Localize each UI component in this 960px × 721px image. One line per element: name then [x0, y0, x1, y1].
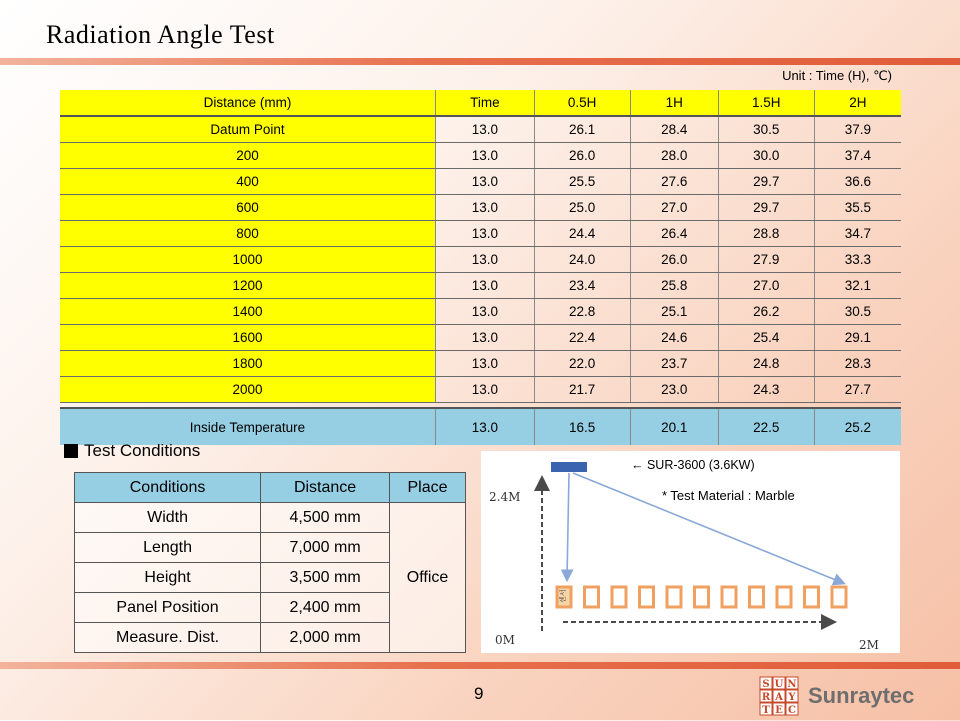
condition-row: [75, 503, 466, 533]
table-row-cell: 1600: [60, 325, 435, 351]
table-header-row-cell: 2H: [814, 90, 901, 116]
page-title: Radiation Angle Test: [46, 20, 275, 49]
marble-tile: [722, 587, 736, 607]
table-row-cell: 23.7: [630, 351, 718, 377]
table-row-cell: 26.0: [534, 143, 630, 169]
table-row-cell: 600: [60, 195, 435, 221]
condition-name: Width: [75, 503, 261, 533]
logo-letter: T: [762, 705, 770, 716]
table-row-cell: 800: [60, 221, 435, 247]
table-row-cell: 1000: [60, 247, 435, 273]
table-row-cell: 13.0: [435, 247, 534, 273]
logo-letter: E: [775, 705, 783, 716]
square-bullet-icon: [64, 444, 78, 458]
table-row-cell: 24.6: [630, 325, 718, 351]
condition-value: 2,000 mm: [261, 623, 390, 653]
test-conditions-heading: [64, 441, 200, 461]
material-label: * Test Material : Marble: [662, 488, 795, 503]
table-header-row-cell: Time: [435, 90, 534, 116]
table-row-cell: 22.8: [534, 299, 630, 325]
table-row-cell: 1200: [60, 273, 435, 299]
table-row: [60, 143, 901, 169]
table-row-cell: 25.0: [534, 195, 630, 221]
table-row-cell: 400: [60, 169, 435, 195]
sunraytec-logo: [758, 676, 928, 716]
marble-tile: [750, 587, 764, 607]
table-row-cell: 13.0: [435, 325, 534, 351]
table-row-cell: 13.0: [435, 273, 534, 299]
table-header-row-cell: 1.5H: [718, 90, 814, 116]
table-row-cell: 25.1: [630, 299, 718, 325]
table-row-cell: 28.8: [718, 221, 814, 247]
marble-tile: [695, 587, 709, 607]
cond-header-place: Place: [390, 473, 466, 503]
table-row-cell: 200: [60, 143, 435, 169]
condition-value: 2,400 mm: [261, 593, 390, 623]
radiation-table: [60, 90, 901, 445]
table-row-cell: 29.7: [718, 169, 814, 195]
marble-tile: [667, 587, 681, 607]
distance-label: 2M: [859, 638, 879, 652]
table-row: [60, 325, 901, 351]
condition-name: Length: [75, 533, 261, 563]
conditions-table: [74, 472, 466, 653]
table-row-cell: 34.7: [814, 221, 901, 247]
logo-letter: A: [775, 692, 783, 703]
place-value: Office: [390, 503, 466, 653]
marble-tile: [805, 587, 819, 607]
table-header-row: [60, 90, 901, 116]
unit-note: Unit : Time (H), ℃): [782, 68, 892, 83]
table-row-cell: 33.3: [814, 247, 901, 273]
condition-name: Height: [75, 563, 261, 593]
table-row: [60, 377, 901, 403]
table-row-cell: 26.1: [534, 116, 630, 143]
sensor-tile-label: 센서: [559, 589, 567, 603]
table-row-cell: 28.3: [814, 351, 901, 377]
table-row: [60, 169, 901, 195]
inside-temperature-row-cell: 13.0: [435, 408, 534, 445]
condition-value: 4,500 mm: [261, 503, 390, 533]
vertical-ray: [567, 473, 569, 579]
heater-label: ← SUR-3600 (3.6KW): [631, 458, 755, 472]
table-row-cell: 1400: [60, 299, 435, 325]
table-row-cell: 37.9: [814, 116, 901, 143]
table-row-cell: 30.0: [718, 143, 814, 169]
table-row-cell: 27.7: [814, 377, 901, 403]
table-row-cell: 27.6: [630, 169, 718, 195]
table-row-cell: 36.6: [814, 169, 901, 195]
table-row-cell: 24.0: [534, 247, 630, 273]
table-row: [60, 221, 901, 247]
table-row-cell: 30.5: [718, 116, 814, 143]
table-row-cell: 2000: [60, 377, 435, 403]
table-row-cell: 25.8: [630, 273, 718, 299]
table-row-cell: 23.0: [630, 377, 718, 403]
table-row-cell: 23.4: [534, 273, 630, 299]
table-row-cell: 25.4: [718, 325, 814, 351]
diagram-svg: [481, 451, 900, 653]
condition-value: 7,000 mm: [261, 533, 390, 563]
marble-tile: [777, 587, 791, 607]
table-row-cell: 13.0: [435, 351, 534, 377]
table-row-cell: 22.4: [534, 325, 630, 351]
table-row-cell: 24.4: [534, 221, 630, 247]
brand-name: Sunraytec: [808, 683, 915, 708]
table-row-cell: 37.4: [814, 143, 901, 169]
cond-header-conditions: Conditions: [75, 473, 261, 503]
inside-temperature-row-cell: 20.1: [630, 408, 718, 445]
table-row-cell: 27.9: [718, 247, 814, 273]
height-label: 2.4M: [489, 490, 521, 504]
condition-name: Panel Position: [75, 593, 261, 623]
table-row: [60, 195, 901, 221]
table-row: [60, 247, 901, 273]
table-row-cell: 28.0: [630, 143, 718, 169]
marble-tile: [640, 587, 654, 607]
table-row-cell: 22.0: [534, 351, 630, 377]
inside-temperature-row-cell: 22.5: [718, 408, 814, 445]
table-row-cell: 24.8: [718, 351, 814, 377]
table-row-cell: 26.0: [630, 247, 718, 273]
origin-label: 0M: [495, 633, 515, 647]
table-row-cell: 1800: [60, 351, 435, 377]
inside-temperature-row-cell: Inside Temperature: [60, 408, 435, 445]
marble-tile: [612, 587, 626, 607]
table-row-cell: 25.5: [534, 169, 630, 195]
table-row-cell: 24.3: [718, 377, 814, 403]
table-row-cell: 28.4: [630, 116, 718, 143]
table-row-cell: 21.7: [534, 377, 630, 403]
condition-name: Measure. Dist.: [75, 623, 261, 653]
table-row-cell: 30.5: [814, 299, 901, 325]
table-header-row-cell: 0.5H: [534, 90, 630, 116]
heater-panel-icon: [551, 462, 587, 472]
table-row-cell: 35.5: [814, 195, 901, 221]
table-header-row-cell: 1H: [630, 90, 718, 116]
table-row-cell: 26.4: [630, 221, 718, 247]
condition-value: 3,500 mm: [261, 563, 390, 593]
logo-letter: U: [774, 679, 784, 690]
cond-header-distance: Distance: [261, 473, 390, 503]
table-row-cell: Datum Point: [60, 116, 435, 143]
test-conditions-label: Test Conditions: [84, 441, 201, 460]
marble-tile: [832, 587, 846, 607]
table-row: [60, 273, 901, 299]
table-row-cell: 13.0: [435, 195, 534, 221]
table-row-cell: 27.0: [718, 273, 814, 299]
table-row: [60, 351, 901, 377]
top-divider: [0, 58, 960, 65]
table-row-cell: 32.1: [814, 273, 901, 299]
logo-letter: R: [761, 692, 771, 703]
logo-letter: C: [788, 705, 796, 716]
logo-letter: S: [762, 679, 770, 690]
table-row-cell: 26.2: [718, 299, 814, 325]
table-row-cell: 13.0: [435, 299, 534, 325]
table-row-cell: 13.0: [435, 221, 534, 247]
table-row-cell: 13.0: [435, 377, 534, 403]
table-row-cell: 29.1: [814, 325, 901, 351]
table-row: [60, 116, 901, 143]
table-row-cell: 13.0: [435, 116, 534, 143]
logo-letter: Y: [788, 692, 796, 703]
table-row-cell: 13.0: [435, 143, 534, 169]
bottom-divider: [0, 662, 960, 669]
table-row-cell: 27.0: [630, 195, 718, 221]
inside-temperature-row: [60, 408, 901, 445]
table-row-cell: 13.0: [435, 169, 534, 195]
table-header-row-cell: Distance (mm): [60, 90, 435, 116]
inside-temperature-row-cell: 25.2: [814, 408, 901, 445]
test-diagram: [481, 451, 900, 653]
marble-tiles: [557, 587, 846, 607]
table-row: [60, 299, 901, 325]
logo-svg: [758, 676, 928, 716]
table-row-cell: 29.7: [718, 195, 814, 221]
inside-temperature-row-cell: 16.5: [534, 408, 630, 445]
marble-tile: [585, 587, 599, 607]
page-number: 9: [474, 684, 484, 703]
logo-letter: N: [787, 679, 797, 690]
